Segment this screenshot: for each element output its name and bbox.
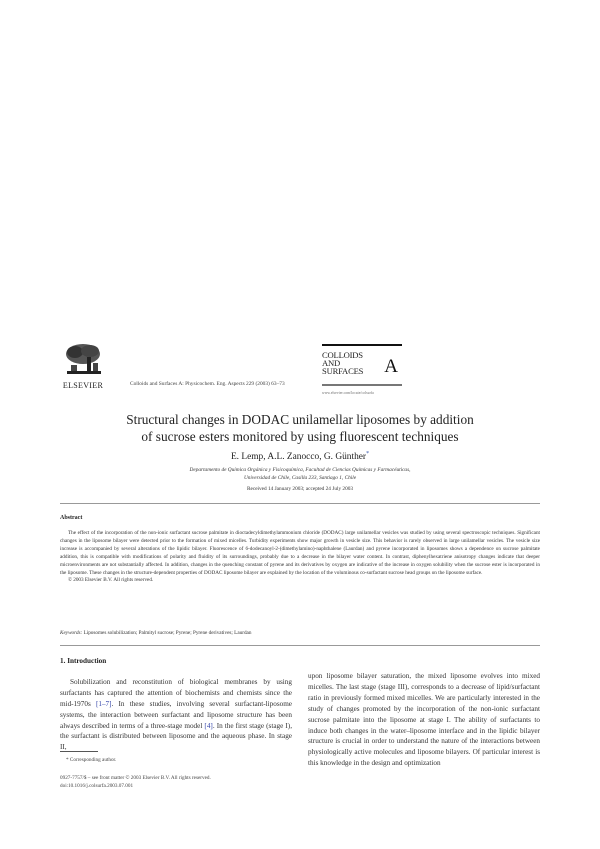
affiliation: Departamento de Química Orgánica y Fisicoquímica, Facultad de Ciencias Químicas y Farmacéuticas, Universidad de Chile, Casilla 233, Santiago 1, Chile: [189, 467, 411, 481]
received-dates: Received 14 January 2003; accepted 24 July 2003: [246, 486, 354, 492]
citation-link[interactable]: [1–7]: [95, 699, 112, 708]
article-title: Structural changes in DODAC unilamellar liposomes by addition of sucrose esters monitored by using fluorescent techniques: [126, 412, 474, 444]
journal-citation: Colloids and Surfaces A: Physicochem. Eng. Aspects 229 (2003) 63–73: [130, 381, 285, 387]
author-list: E. Lemp, A.L. Zanocco, G. Günther*: [230, 451, 370, 463]
journal-logo-letter: A: [384, 356, 398, 377]
abstract-text: The effect of the incorporation of the non-ionic surfactant sucrose palmitate in dioctadecyldimethylammonium chloride (DODAC) large unilamellar vesicles was studied by using several spectroscopic techniques. Significant changes in the liposome bilayer were detected prior to the formation of mixed micelles. Turbidity experiments show major growth in vesicle size. This behavior is rarely observed in large unilamellar vesicles. The vesicle size increase is accompanied by several alterations of the lipidic bilayer. Fluorescence of 6-dodecanoyl-2-(dimethylamino)-naphthalene (Laurdan) and pyrene incorporated in liposomes shows a dependence on sucrose palmitate addition, this is compatible with modifications of polarity and fluidity of its surroundings, probably due to a decrease in the bilayer water content. In contrast, diphenylhexatriene anisotropy changes indicate that deeper microenvironments are not substantially affected. In addition, changes in the quenching constant of pyrene and its derivatives by oxygen are indicative of the increase in oxygen solubility when the sucrose ester is incorporated in the liposome. These changes in the structure-dependent properties of DODAC liposome bilayer are explained by the location of the voluminous co-surfactant sucrose head groups on the liposome surface. © 2003 Elsevier B.V. All rights reserved.: [60, 530, 540, 584]
journal-url[interactable]: www.elsevier.com/locate/colsurfa: [322, 391, 374, 395]
issn-line: 0927-7757/$ – see front matter © 2003 Elsevier B.V. All rights reserved.: [60, 775, 211, 781]
corresponding-author-footnote: * Corresponding author.: [66, 757, 117, 763]
body-right-column: [308, 671, 540, 769]
publisher-name: ELSEVIER: [62, 381, 104, 390]
doi-line[interactable]: doi:10.1016/j.colsurfa.2003.07.001: [60, 783, 134, 789]
logo-bottom-rule: [322, 384, 402, 386]
logo-top-rule: [322, 344, 402, 346]
corresponding-author-mark[interactable]: *: [366, 451, 370, 457]
intro-paragraph-continued: upon liposome bilayer saturation, the mixed liposome evolves into mixed micelles. The last stage (stage III), corresponds to a decrease of lipid/surfactant ratio in previously formed mixed micelles. We are particularly interested in the study of changes promoted by the incorporation of the non-ionic surfactant sucrose palmitate into the liposome at stage I. The ability of surfactants to induce both changes in the water–liposome interface and in the lipidic bilayer structure is crucial in order to understand the nature of the interactions between physiologically active molecules and liposome bilayers. Of particular interest is this knowledge in the design and optimization: [308, 672, 540, 768]
citation-link[interactable]: [4]: [204, 721, 213, 730]
abstract-bottom-rule: [60, 645, 540, 646]
journal-logo-text: COLLOIDS AND SURFACES: [322, 350, 364, 376]
page-footer: [60, 774, 211, 790]
footnote-rule: [60, 751, 98, 752]
body-left-column: [60, 656, 292, 753]
journal-logo: [322, 344, 402, 388]
keywords-label: Keywords:: [60, 630, 83, 636]
abstract-top-rule: [60, 503, 540, 504]
copyright-notice: © 2003 Elsevier B.V. All rights reserved.: [68, 577, 154, 584]
intro-paragraph: Solubilization and reconstitution of biological membranes by using surfactants has captured the attention of biochemists and chemists since the mid-1970s [1–7]. In these studies, involving several surfactant-liposome systems, the interaction between surfactant and liposome structure has been always described in terms of a three-stage model [4]. In the first stage (stage I), the surfactant is distributed between liposome and the aqueous phase. In stage II,: [60, 677, 292, 752]
section-heading-introduction: 1. Introduction: [60, 657, 107, 665]
abstract-heading: Abstract: [60, 515, 83, 521]
keywords: [60, 630, 540, 636]
elsevier-logo: [60, 343, 106, 390]
keywords-list: Liposomes solubilization; Palmityl sucrose; Pyrene; Pyrene derivatives; Laurdan: [83, 630, 252, 636]
elsevier-tree-icon: [63, 343, 103, 376]
